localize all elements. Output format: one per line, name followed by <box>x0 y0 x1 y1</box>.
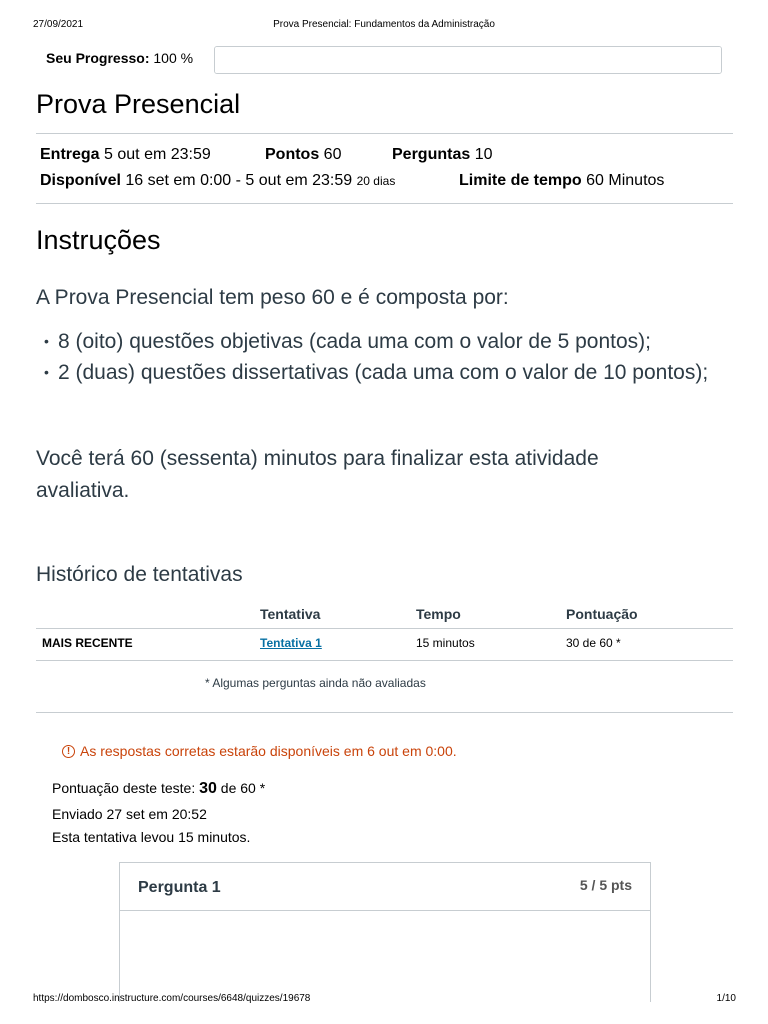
instructions-closing: Você terá 60 (sessenta) minutos para finalizar esta atividade avaliativa. <box>36 447 599 502</box>
divider <box>36 133 733 134</box>
quiz-score <box>52 780 265 798</box>
progress-bar-fill <box>215 47 721 73</box>
progress-label-group <box>46 50 193 66</box>
instructions-intro: A Prova Presencial tem peso 60 e é composta por: <box>36 286 509 309</box>
detail-questions <box>392 146 493 164</box>
warning-icon: ! <box>62 745 75 758</box>
list-item: • 2 (duas) questões dissertativas (cada uma com o valor de 10 pontos); <box>36 357 718 388</box>
detail-points-label: Pontos <box>265 146 320 163</box>
print-title: Prova Presencial: Fundamentos da Administração <box>273 19 495 30</box>
detail-time-limit-label: Limite de tempo <box>459 172 582 189</box>
row-score: 30 de 60 * <box>566 636 621 650</box>
detail-time-limit <box>459 172 664 190</box>
print-page-number: 1/10 <box>716 993 736 1004</box>
attempt-link[interactable]: Tentativa 1 <box>260 636 322 650</box>
column-header-time: Tempo <box>416 606 461 622</box>
question-header <box>120 863 650 911</box>
detail-available-value: 16 set em 0:00 - 5 out em 23:59 <box>125 172 353 189</box>
detail-available-days: 20 dias <box>356 174 396 188</box>
question-name: Pergunta 1 <box>138 879 221 896</box>
answers-notice-text: As respostas corretas estarão disponíveis em 6 out em 0:00. <box>80 743 457 759</box>
row-label: MAIS RECENTE <box>42 636 133 650</box>
instructions-list <box>36 326 736 388</box>
quiz-score-suffix: de 60 * <box>220 780 266 796</box>
progress-value: 100 % <box>153 50 194 66</box>
column-header-score: Pontuação <box>566 606 638 622</box>
quiz-score-value: 30 <box>199 780 217 797</box>
progress-label: Seu Progresso: <box>46 50 150 66</box>
detail-available <box>40 172 395 190</box>
progress-bar <box>214 46 722 74</box>
answers-notice <box>62 743 457 759</box>
detail-questions-value: 10 <box>474 146 493 163</box>
detail-available-label: Disponível <box>40 172 121 189</box>
detail-points <box>265 146 341 164</box>
list-item: • 8 (oito) questões objetivas (cada uma com o valor de 5 pontos); <box>36 326 736 357</box>
detail-due <box>40 146 211 164</box>
page-title: Prova Presencial <box>36 89 241 119</box>
print-url: https://dombosco.instructure.com/courses/6648/quizzes/19678 <box>33 993 311 1004</box>
detail-questions-label: Perguntas <box>392 146 471 163</box>
detail-due-label: Entrega <box>40 146 100 163</box>
divider <box>36 712 733 713</box>
column-header-attempt: Tentativa <box>260 606 321 622</box>
detail-due-value: 5 out em 23:59 <box>104 146 211 163</box>
row-time: 15 minutos <box>416 636 475 650</box>
question-card <box>119 862 651 1002</box>
detail-time-limit-value: 60 Minutos <box>586 172 665 189</box>
divider <box>36 203 733 204</box>
print-date: 27/09/2021 <box>33 19 84 30</box>
table-divider <box>36 660 733 661</box>
attempt-duration: Esta tentativa levou 15 minutos. <box>52 829 251 845</box>
history-title: Histórico de tentativas <box>36 563 243 586</box>
table-divider <box>36 628 733 629</box>
submitted-at: Enviado 27 set em 20:52 <box>52 806 207 822</box>
detail-points-value: 60 <box>323 146 342 163</box>
quiz-score-prefix: Pontuação deste teste: <box>52 780 196 796</box>
history-footnote: * Algumas perguntas ainda não avaliadas <box>205 676 426 690</box>
instructions-title: Instruções <box>36 225 161 255</box>
question-points: 5 / 5 pts <box>579 877 632 893</box>
